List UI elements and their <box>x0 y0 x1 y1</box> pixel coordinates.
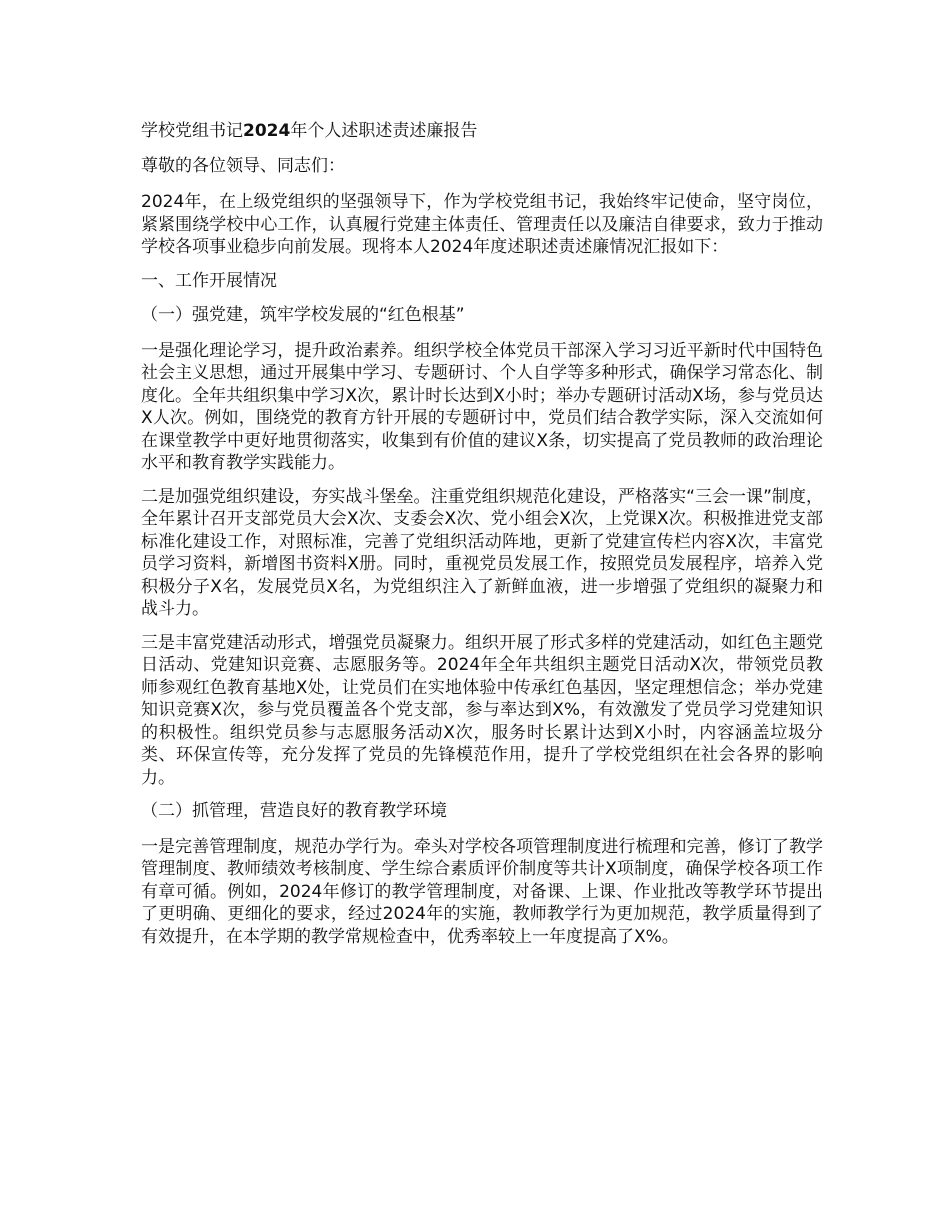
paragraph-party-activities: 三是丰富党建活动形式，增强党员凝聚力。组织开展了形式多样的党建活动，如红色主题党日活动、党建知识竞赛、志愿服务等。2024年全年共组织主题党日活动X次，带领党员教师参观红色教育基地X处，让党员们在实地体验中传承红色基因，坚定理想信念；举办党建知识竞赛X次，参与党员覆盖各个党支部，参与率达到X%，有效激发了党员学习党建知识的积极性。组织党员参与志愿服务活动X次，服务时长累计达到X小时，内容涵盖垃圾分类、环保宣传等，充分发挥了党员的先锋模范作用，提升了学校党组织在社会各界的影响力。 <box>141 632 823 788</box>
intro-paragraph: 2024年，在上级党组织的坚强领导下，作为学校党组书记，我始终牢记使命，坚守岗位，紧紧围绕学校中心工作，认真履行党建主体责任、管理责任以及廉洁自律要求，致力于推动学校各项事业稳步向前发展。现将本人2024年度述职述责述廉情况汇报如下： <box>141 192 823 257</box>
greeting: 尊敬的各位领导、同志们： <box>141 155 345 176</box>
section-heading-work: 一、工作开展情况 <box>141 270 277 291</box>
title-suffix: 年个人述职述责述廉报告 <box>290 121 478 141</box>
paragraph-organization-building: 二是加强党组织建设，夯实战斗堡垒。注重党组织规范化建设，严格落实“三会一课”制度，全年累计召开支部党员大会X次、支委会X次、党小组会X次，上党课X次。积极推进党支部标准化建设工作，对照标准，完善了党组织活动阵地，更新了党建宣传栏内容X次，丰富党员学习资料，新增图书资料X册。同时，重视党员发展工作，按照党员发展程序，培养入党积极分子X名，发展党员X名，为党组织注入了新鲜血液，进一步增强了党组织的凝聚力和战斗力。 <box>141 486 823 619</box>
document-title <box>141 120 823 143</box>
title-prefix: 学校党组书记 <box>141 121 243 141</box>
paragraph-management-system: 一是完善管理制度，规范办学行为。牵头对学校各项管理制度进行梳理和完善，修订了教学管理制度、教师绩效考核制度、学生综合素质评价制度等共计X项制度，确保学校各项工作有章可循。例如，2024年修订的教学管理制度，对备课、上课、作业批改等教学环节提出了更明确、更细化的要求，经过2024年的实施，教师教学行为更加规范，教学质量得到了有效提升，在本学期的教学常规检查中，优秀率较上一年度提高了X%。 <box>141 836 823 947</box>
paragraph-theory-study: 一是强化理论学习，提升政治素养。组织学校全体党员干部深入学习习近平新时代中国特色社会主义思想，通过开展集中学习、专题研讨、个人自学等多种形式，确保学习常态化、制度化。全年共组织集中学习X次，累计时长达到X小时；举办专题研讨活动X场，参与党员达X人次。例如，围绕党的教育方针开展的专题研讨中，党员们结合教学实际，深入交流如何在课堂教学中更好地贯彻落实，收集到有价值的建议X条，切实提高了党员教师的政治理论水平和教育教学实践能力。 <box>141 340 823 473</box>
subsection-heading-party-building: （一）强党建，筑牢学校发展的“红色根基” <box>141 305 465 325</box>
subsection-heading-management: （二）抓管理，营造良好的教育教学环境 <box>141 801 447 821</box>
title-year: 2024 <box>243 121 291 141</box>
document-body <box>141 120 823 959</box>
